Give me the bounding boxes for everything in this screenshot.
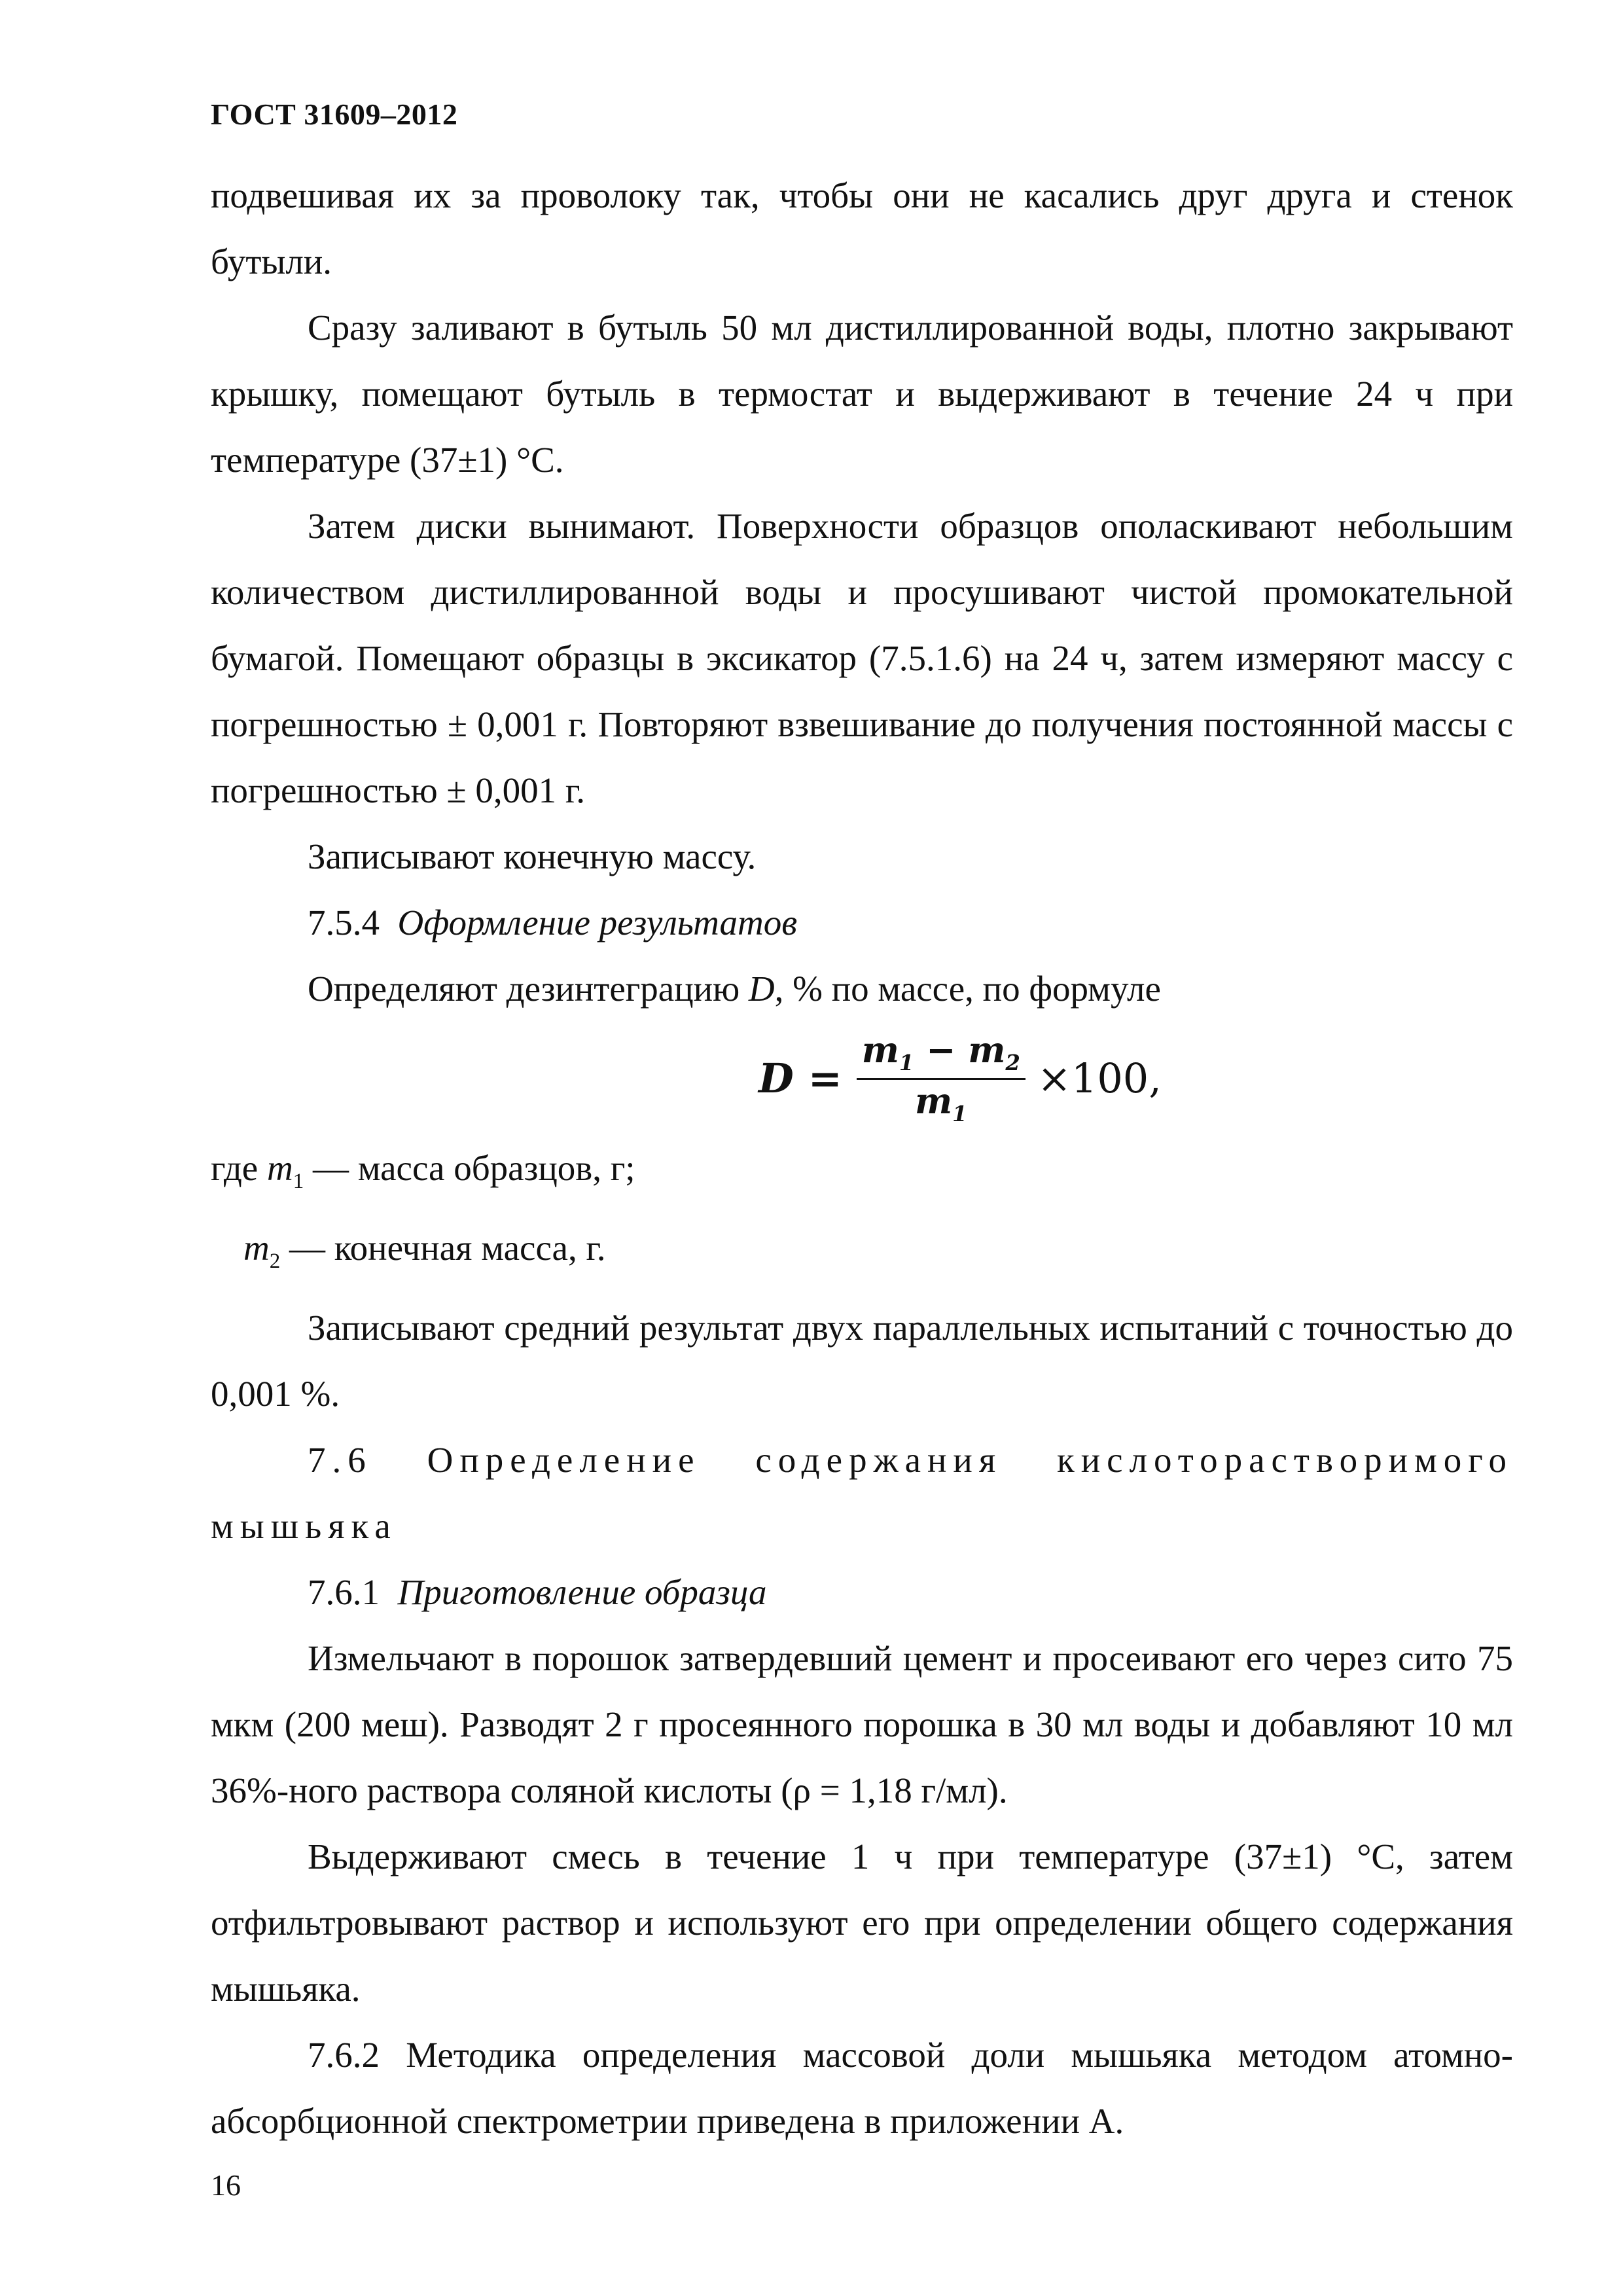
document-body [211, 162, 1513, 2154]
page-number: 16 [211, 2168, 241, 2202]
where-line-m2: $m_2$ — конечная масса, г. [243, 1228, 606, 1273]
paragraph: Измельчают в порошок затвердевший цемент и просеивают его через сито 75 мкм (200 меш). Разводят 2 г просеянного порошка в 30 мл воды и добавляют 10 мл 36%-ного раствора соляной кислоты (ρ = 1,18 г/мл). [211, 1638, 1513, 1810]
formula-lhs: D [758, 1054, 794, 1102]
section-number: 7.6.1 [308, 1572, 380, 1612]
section-title: Оформление результатов [397, 903, 798, 942]
formula-multiplier: ×100, [1037, 1054, 1162, 1102]
section-number: 7.5.4 [308, 903, 380, 942]
formula-numerator: $m_1 - m_2$ [857, 1031, 1026, 1080]
section-title: Приготовление образца [397, 1572, 767, 1612]
paragraph: 7.6.2 Методика определения массовой доли мышьяка методом атомно-абсорбционной спектрометрии приведена в приложении А. [211, 2035, 1513, 2141]
document-header: ГОСТ 31609–2012 [211, 98, 458, 131]
paragraph: подвешивая их за проволоку так, чтобы они не касались друг друга и стенок бутыли. [211, 175, 1513, 281]
paragraph: Затем диски вынимают. Поверхности образцов ополаскивают небольшим количеством дистиллированной воды и просушивают чистой промокательной бумагой. Помещают образцы в эксикатор (7.5.1.6) на 24 ч, затем измеряют массу с погрешностью ± 0,001 г. Повторяют взвешивание до получения постоянной массы с погрешностью ± 0,001 г. [211, 506, 1513, 810]
variable-d: D [748, 969, 775, 1009]
disintegration-formula [211, 1022, 1513, 1135]
section-heading-7-5-4 [211, 889, 1513, 956]
where-line-m1: где $m_1$ — масса образцов, г; [211, 1148, 635, 1193]
paragraph: Записывают конечную массу. [308, 836, 757, 876]
formula-denominator: $m_1$ [915, 1080, 967, 1126]
formula-equals: = [808, 1054, 842, 1102]
formula-fraction [857, 1031, 1026, 1125]
section-heading-7-6: 7.6 Определение содержания кислоторастворимого мышьяка [211, 1440, 1513, 1546]
paragraph: Определяют дезинтеграцию D, % по массе, по формуле [308, 969, 1161, 1009]
paragraph: Сразу заливают в бутыль 50 мл дистиллированной воды, плотно закрывают крышку, помещают бутыль в термостат и выдерживают в течение 24 ч при температуре (37±1) °С. [211, 308, 1513, 480]
paragraph: Выдерживают смесь в течение 1 ч при температуре (37±1) °С, затем отфильтровывают раствор и используют его при определении общего содержания мышьяка. [211, 1837, 1513, 2009]
section-heading-7-6-1 [211, 1559, 1513, 1625]
paragraph: Записывают средний результат двух параллельных испытаний с точностью до 0,001 %. [211, 1308, 1513, 1414]
